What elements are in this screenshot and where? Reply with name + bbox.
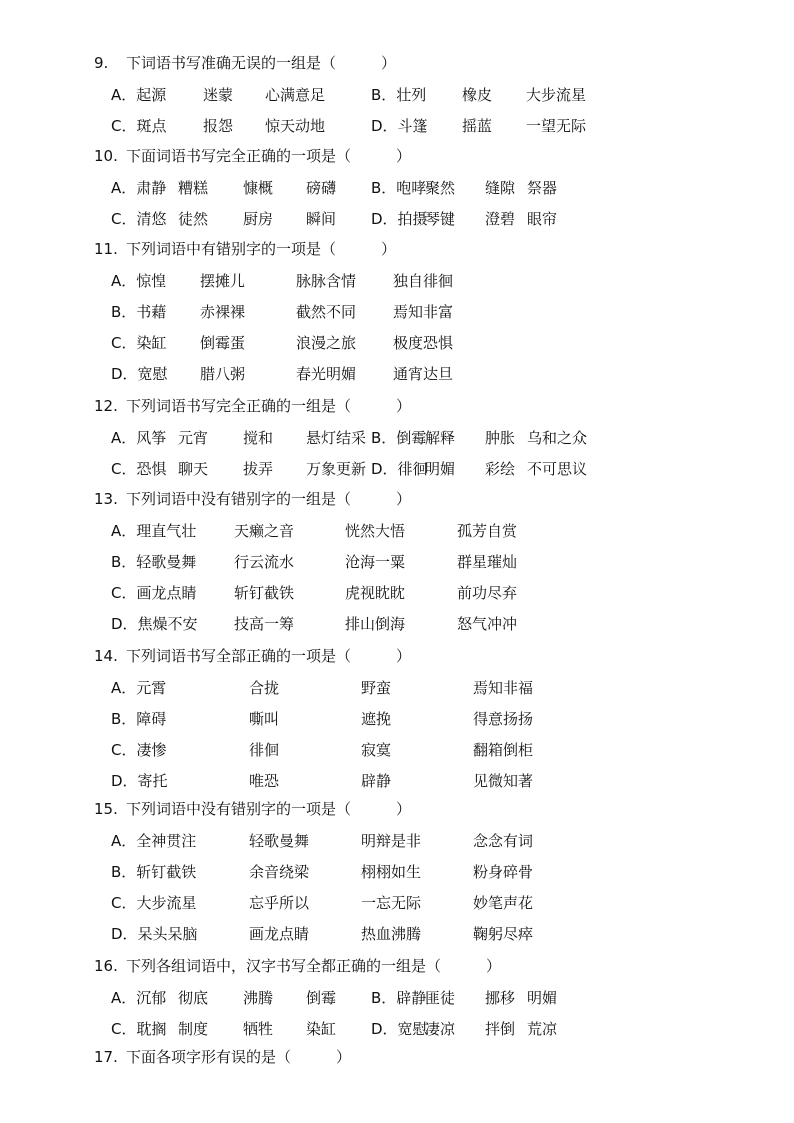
option-word: A．全神贯注 [111, 832, 197, 850]
option-word: 遮挽 [361, 710, 392, 728]
question-text: 下词语书写准确无误的一组是（ ） [126, 54, 397, 72]
option-row [0, 739, 794, 761]
option-word: 元宵 [178, 429, 209, 447]
option-word: 焉知非富 [393, 303, 454, 321]
option-word: B．书藉 [111, 303, 167, 321]
option-word: A．风筝 [111, 429, 167, 447]
option-row [0, 861, 794, 883]
option-word: 辟静 [361, 772, 392, 790]
question-text: 下面词语书写完全正确的一项是（ ） [126, 147, 412, 165]
option-word: 澄碧 [485, 210, 516, 228]
option-word: 乌和之众 [527, 429, 588, 447]
option-word: B．咆哮 [371, 179, 427, 197]
option-word: B．辟静 [371, 989, 427, 1007]
option-word: D．宽慰 [371, 1020, 428, 1038]
question-stem [94, 955, 501, 977]
option-word: A．沉郁 [111, 989, 167, 1007]
option-word: 焉知非福 [473, 679, 534, 697]
option-word: 妙笔声花 [473, 894, 534, 912]
option-word: 拔弄 [243, 460, 274, 478]
option-word: 一望无际 [526, 117, 587, 135]
question-text: 下列各组词语中，汉字书写全都正确的一组是（ ） [126, 957, 502, 975]
option-word: 明媚 [527, 989, 558, 1007]
option-word: 行云流水 [234, 553, 295, 571]
question-text: 下列词语中没有错别字的一组是（ ） [126, 490, 412, 508]
option-word: 粉身碎骨 [473, 863, 534, 881]
option-word: B．斩钉截铁 [111, 863, 197, 881]
option-row [0, 177, 794, 199]
option-word: 念念有词 [473, 832, 534, 850]
question-number: 10. [94, 147, 118, 165]
option-word: 腊八粥 [200, 365, 246, 383]
option-word: 不可思议 [527, 460, 588, 478]
option-word: 栩栩如生 [361, 863, 422, 881]
question-stem [94, 488, 411, 510]
option-word: 截然不同 [296, 303, 357, 321]
option-row [0, 582, 794, 604]
option-word: 磅礴 [306, 179, 337, 197]
option-word: D．徘徊 [371, 460, 428, 478]
option-word: A．理直气壮 [111, 522, 197, 540]
option-word: C．凄惨 [111, 741, 167, 759]
question-number: 13. [94, 490, 118, 508]
option-word: 排山倒海 [345, 615, 406, 633]
option-word: 厨房 [243, 210, 274, 228]
option-word: 合拢 [249, 679, 280, 697]
option-word: 浪漫之旅 [296, 334, 357, 352]
option-word: 赤裸裸 [200, 303, 246, 321]
option-word: C．清悠 [111, 210, 167, 228]
option-word: 大步流星 [526, 86, 587, 104]
option-word: 慷概 [243, 179, 274, 197]
option-word: C．耽搁 [111, 1020, 167, 1038]
option-word: 倒霉 [306, 989, 337, 1007]
question-stem [94, 645, 411, 667]
question-number: 15. [94, 800, 118, 818]
option-word: D．宽慰 [111, 365, 168, 383]
option-word: 极度恐惧 [393, 334, 454, 352]
option-word: 拌倒 [485, 1020, 516, 1038]
question-number: 9. [94, 54, 109, 72]
option-row [0, 115, 794, 137]
option-word: 摇蓝 [462, 117, 493, 135]
option-word: 搅和 [243, 429, 274, 447]
option-word: A．元霄 [111, 679, 167, 697]
option-word: 牺牲 [243, 1020, 274, 1038]
option-word: 制度 [178, 1020, 209, 1038]
option-word: A．肃静 [111, 179, 167, 197]
option-word: 倒霉蛋 [200, 334, 246, 352]
option-word: 惊天动地 [265, 117, 326, 135]
option-word: 春光明媚 [296, 365, 357, 383]
option-word: C．大步流星 [111, 894, 197, 912]
question-text: 下列词语书写完全正确的一组是（ ） [126, 397, 412, 415]
option-word: 画龙点睛 [249, 925, 310, 943]
option-row [0, 458, 794, 480]
option-word: 见微知著 [473, 772, 534, 790]
question-text: 下列词语中没有错别字的一项是（ ） [126, 800, 412, 818]
question-number: 14. [94, 647, 118, 665]
option-word: 摆摊儿 [200, 272, 246, 290]
option-word: 眼帘 [527, 210, 558, 228]
option-word: 忘乎所以 [249, 894, 310, 912]
option-word: 野蛮 [361, 679, 392, 697]
option-word: 迷蒙 [203, 86, 234, 104]
option-word: 明媚 [425, 460, 456, 478]
question-stem [94, 1046, 351, 1068]
option-word: C．恐惧 [111, 460, 167, 478]
option-word: 瞬间 [306, 210, 337, 228]
option-word: 徘佪 [249, 741, 280, 759]
option-word: 心满意足 [265, 86, 326, 104]
option-row [0, 427, 794, 449]
question-text: 下列词语书写全部正确的一项是（ ） [126, 647, 412, 665]
option-word: C．斑点 [111, 117, 167, 135]
option-word: C．染缸 [111, 334, 167, 352]
option-word: 染缸 [306, 1020, 337, 1038]
option-word: B．轻歌曼舞 [111, 553, 197, 571]
option-word: 祭器 [527, 179, 558, 197]
option-row [0, 301, 794, 323]
option-row [0, 1018, 794, 1040]
option-word: 鞠躬尽瘁 [473, 925, 534, 943]
option-word: D．拍摄 [371, 210, 428, 228]
option-word: A．惊惶 [111, 272, 167, 290]
option-word: 群星璀灿 [457, 553, 518, 571]
question-number: 16. [94, 957, 118, 975]
option-word: 聚然 [425, 179, 456, 197]
option-word: C．画龙点睛 [111, 584, 197, 602]
option-word: 一忘无际 [361, 894, 422, 912]
option-row [0, 551, 794, 573]
option-word: 沧海一粟 [345, 553, 406, 571]
option-row [0, 923, 794, 945]
question-number: 12. [94, 397, 118, 415]
option-word: 匪徒 [425, 989, 456, 1007]
option-word: 独自徘徊 [393, 272, 454, 290]
option-word: 寂寞 [361, 741, 392, 759]
option-word: 热血沸腾 [361, 925, 422, 943]
option-word: 徒然 [178, 210, 209, 228]
option-word: 明辩是非 [361, 832, 422, 850]
option-word: D．焦燥不安 [111, 615, 198, 633]
question-stem [94, 238, 396, 260]
option-word: B．障碍 [111, 710, 167, 728]
option-row [0, 892, 794, 914]
option-word: 怒气冲冲 [457, 615, 518, 633]
option-row [0, 770, 794, 792]
question-stem [94, 52, 396, 74]
option-row [0, 987, 794, 1009]
option-word: D．呆头呆脑 [111, 925, 198, 943]
option-word: D．斗篷 [371, 117, 428, 135]
option-row [0, 830, 794, 852]
option-word: 前功尽弃 [457, 584, 518, 602]
option-row [0, 332, 794, 354]
option-row [0, 363, 794, 385]
option-word: 报怨 [203, 117, 234, 135]
option-word: 得意扬扬 [473, 710, 534, 728]
option-word: B．倒霉 [371, 429, 427, 447]
option-word: D．寄托 [111, 772, 168, 790]
option-word: 解释 [425, 429, 456, 447]
question-number: 11. [94, 240, 118, 258]
question-text: 下列词语中有错别字的一项是（ ） [126, 240, 397, 258]
option-word: 唯恐 [249, 772, 280, 790]
option-row [0, 613, 794, 635]
option-word: 琴键 [425, 210, 456, 228]
option-word: 嘶叫 [249, 710, 280, 728]
option-word: A．起源 [111, 86, 167, 104]
option-word: 荒凉 [527, 1020, 558, 1038]
option-word: 轻歌曼舞 [249, 832, 310, 850]
option-word: 沸腾 [243, 989, 274, 1007]
option-word: 脉脉含情 [296, 272, 357, 290]
option-word: 技高一筹 [234, 615, 295, 633]
option-word: 斩钉截铁 [234, 584, 295, 602]
option-row [0, 520, 794, 542]
question-number: 17. [94, 1048, 118, 1066]
question-stem [94, 145, 411, 167]
option-word: 糟糕 [178, 179, 209, 197]
option-word: 悬灯结采 [306, 429, 367, 447]
option-word: B．壮列 [371, 86, 427, 104]
option-word: 虎视眈眈 [345, 584, 406, 602]
option-word: 通宵达旦 [393, 365, 454, 383]
option-row [0, 677, 794, 699]
option-word: 缝隙 [485, 179, 516, 197]
option-word: 恍然大悟 [345, 522, 406, 540]
option-word: 余音绕梁 [249, 863, 310, 881]
option-word: 橡皮 [462, 86, 493, 104]
option-word: 翻箱倒柜 [473, 741, 534, 759]
option-row [0, 84, 794, 106]
option-row [0, 708, 794, 730]
option-row [0, 270, 794, 292]
option-word: 聊天 [178, 460, 209, 478]
question-stem [94, 798, 411, 820]
option-word: 彻底 [178, 989, 209, 1007]
question-stem [94, 395, 411, 417]
option-word: 万象更新 [306, 460, 367, 478]
option-row [0, 208, 794, 230]
option-word: 凄凉 [425, 1020, 456, 1038]
option-word: 彩绘 [485, 460, 516, 478]
option-word: 天癞之音 [234, 522, 295, 540]
question-text: 下面各项字形有误的是（ ） [126, 1048, 352, 1066]
option-word: 挪移 [485, 989, 516, 1007]
option-word: 孤芳自赏 [457, 522, 518, 540]
option-word: 肿胀 [485, 429, 516, 447]
